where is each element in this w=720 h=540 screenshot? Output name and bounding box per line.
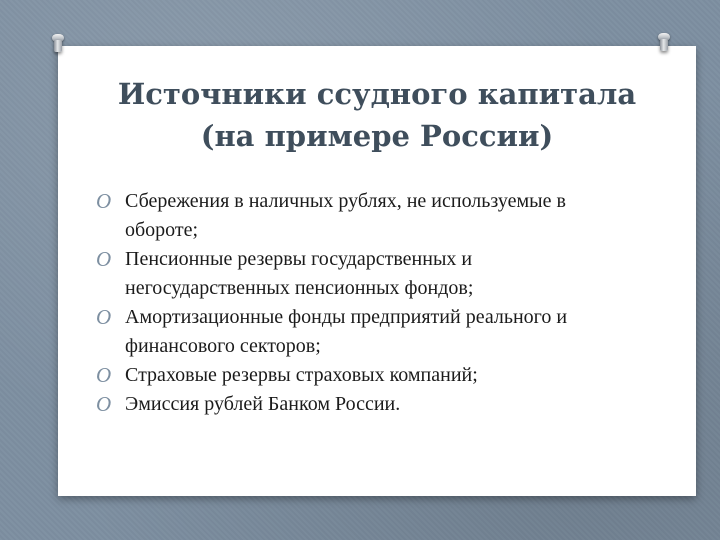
bullet-item (96, 187, 576, 245)
slide-title (58, 73, 696, 157)
bullet-text: Эмиссия рублей Банком России. (125, 393, 401, 415)
bullet-text: Страховые резервы страховых компаний; (125, 364, 478, 386)
bullet-marker-icon: O (96, 189, 112, 213)
pushpin-icon (656, 33, 672, 53)
bullet-marker-icon: O (96, 247, 112, 271)
bullet-text: Сбережения в наличных рублях, не используемые в обороте; (125, 190, 566, 241)
pushpin-icon (50, 34, 66, 54)
bullet-item (96, 361, 576, 390)
slide-title-line-2: (на примере России) (200, 119, 554, 153)
bullet-list (96, 187, 576, 419)
bullet-text: Амортизационные фонды предприятий реального и финансового секторов; (125, 306, 568, 357)
bullet-marker-icon: O (96, 392, 112, 416)
slide-title-line-1: Источники ссудного капитала (117, 77, 637, 111)
bullet-item (96, 245, 576, 303)
bullet-item (96, 303, 576, 361)
bullet-text: Пенсионные резервы государственных и негосударственных пенсионных фондов; (125, 248, 474, 299)
bullet-marker-icon: O (96, 305, 112, 329)
bullet-item (96, 390, 576, 419)
bullet-marker-icon: O (96, 363, 112, 387)
